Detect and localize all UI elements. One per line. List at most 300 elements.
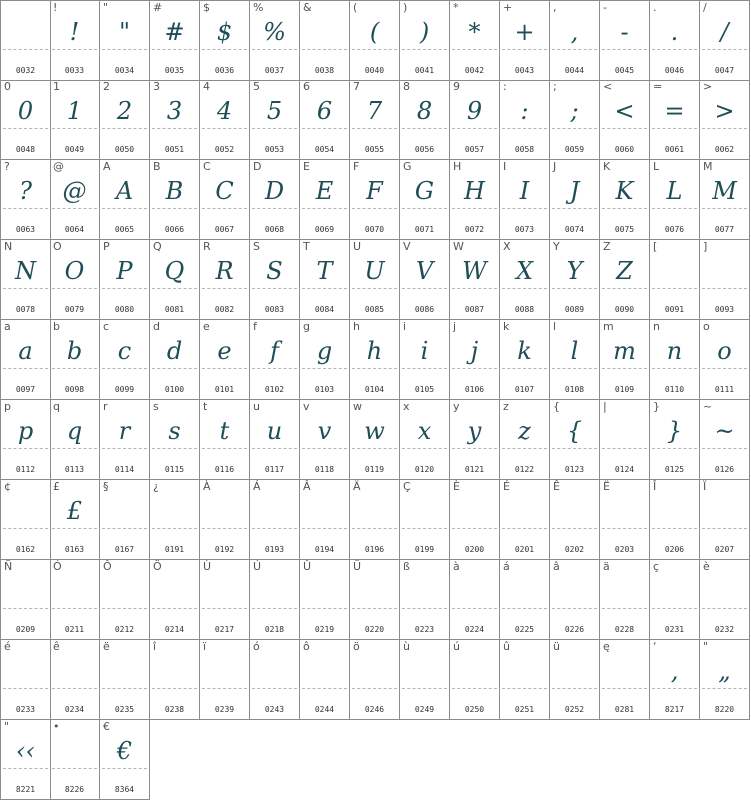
baseline-divider xyxy=(552,688,597,689)
glyph-cell xyxy=(550,480,600,560)
char-code: 0124 xyxy=(614,465,635,474)
glyph-cell xyxy=(0,720,51,800)
baseline-divider xyxy=(152,528,197,529)
char-label: ] xyxy=(703,240,708,253)
glyph-sample: P xyxy=(116,257,133,285)
baseline-divider xyxy=(502,368,547,369)
glyph-sample: S xyxy=(266,257,283,285)
char-label: & xyxy=(303,1,312,14)
char-code: 0048 xyxy=(15,145,36,154)
glyph-sample: G xyxy=(414,177,435,205)
char-label: q xyxy=(53,400,60,413)
baseline-divider xyxy=(652,128,697,129)
glyph-sample: M xyxy=(712,177,737,205)
baseline-divider xyxy=(552,608,597,609)
glyph-cell xyxy=(200,80,250,160)
char-code: 0069 xyxy=(314,225,335,234)
char-code: 0078 xyxy=(15,305,36,314)
char-label: T xyxy=(303,240,310,253)
glyph-cell xyxy=(700,320,750,400)
char-label: 6 xyxy=(303,80,310,93)
glyph-sample: A xyxy=(115,177,134,205)
glyph-sample: q xyxy=(66,417,83,445)
glyph-sample xyxy=(300,574,349,608)
char-code: 0100 xyxy=(164,385,185,394)
glyph-cell xyxy=(250,0,300,81)
glyph-cell xyxy=(500,480,550,560)
char-code: 0045 xyxy=(614,66,635,75)
char-code: 0123 xyxy=(564,465,585,474)
glyph-cell xyxy=(700,240,750,320)
baseline-divider xyxy=(102,608,147,609)
glyph-sample xyxy=(450,654,499,688)
glyph-sample: e xyxy=(217,337,232,365)
baseline-divider xyxy=(3,768,48,769)
char-code: 0065 xyxy=(114,225,135,234)
glyph-sample xyxy=(550,494,599,528)
baseline-divider xyxy=(52,688,97,689)
glyph-cell xyxy=(300,400,350,480)
glyph-cell xyxy=(300,0,350,81)
glyph-cell xyxy=(200,640,250,720)
char-code: 0225 xyxy=(514,625,535,634)
char-label: ‘ xyxy=(653,640,657,653)
glyph-sample: y xyxy=(467,417,482,445)
char-label: i xyxy=(403,320,407,333)
char-code: 0042 xyxy=(464,66,485,75)
baseline-divider xyxy=(652,368,697,369)
char-code: 0239 xyxy=(214,705,235,714)
glyph-cell xyxy=(500,0,550,81)
char-label: v xyxy=(303,400,310,413)
char-code: 0055 xyxy=(364,145,385,154)
char-label: È xyxy=(453,480,460,493)
glyph-sample: 5 xyxy=(266,97,283,125)
baseline-divider xyxy=(602,208,647,209)
glyph-cell xyxy=(450,480,500,560)
glyph-sample: n xyxy=(666,337,683,365)
baseline-divider xyxy=(52,448,97,449)
glyph-sample xyxy=(50,574,99,608)
char-label: 7 xyxy=(353,80,360,93)
char-code: 0058 xyxy=(514,145,535,154)
glyph-cell xyxy=(400,480,450,560)
baseline-divider xyxy=(552,49,597,50)
glyph-sample xyxy=(600,494,649,528)
glyph-sample: i xyxy=(420,337,429,365)
char-label: U xyxy=(353,240,362,253)
glyph-cell xyxy=(150,400,200,480)
glyph-sample: 8 xyxy=(416,97,433,125)
char-label: p xyxy=(4,400,11,413)
glyph-cell xyxy=(50,320,100,400)
char-code: 0191 xyxy=(164,545,185,554)
glyph-sample: L xyxy=(666,177,683,205)
char-label: c xyxy=(103,320,110,333)
char-code: 0111 xyxy=(714,385,735,394)
glyph-cell xyxy=(100,0,150,81)
glyph-cell xyxy=(600,240,650,320)
glyph-sample xyxy=(150,654,199,688)
glyph-cell xyxy=(550,320,600,400)
glyph-sample: # xyxy=(164,18,185,46)
baseline-divider xyxy=(602,368,647,369)
char-label: 2 xyxy=(103,80,110,93)
baseline-divider xyxy=(502,688,547,689)
glyph-cell xyxy=(550,400,600,480)
baseline-divider xyxy=(452,448,497,449)
char-label: Á xyxy=(253,480,261,493)
baseline-divider xyxy=(252,288,297,289)
char-label: Ö xyxy=(153,560,162,573)
baseline-divider xyxy=(352,448,397,449)
baseline-divider xyxy=(602,688,647,689)
glyph-sample xyxy=(400,574,449,608)
char-code: 0071 xyxy=(414,225,435,234)
glyph-sample xyxy=(250,494,299,528)
char-code: 0035 xyxy=(164,66,185,75)
baseline-divider xyxy=(452,608,497,609)
glyph-cell xyxy=(600,0,650,81)
char-label: Ä xyxy=(353,480,361,493)
baseline-divider xyxy=(152,448,197,449)
char-code: 0211 xyxy=(64,625,85,634)
glyph-cell xyxy=(150,560,200,640)
char-label: ) xyxy=(403,1,408,14)
glyph-cell xyxy=(50,720,100,800)
char-label: h xyxy=(353,320,360,333)
glyph-cell xyxy=(700,80,750,160)
char-label: € xyxy=(103,720,110,733)
glyph-sample: X xyxy=(515,257,534,285)
char-code: 0117 xyxy=(264,465,285,474)
baseline-divider xyxy=(502,528,547,529)
glyph-sample: T xyxy=(316,257,333,285)
char-code: 0104 xyxy=(364,385,385,394)
glyph-sample xyxy=(700,574,749,608)
glyph-cell xyxy=(550,560,600,640)
glyph-cell xyxy=(150,320,200,400)
glyph-sample: £ xyxy=(66,497,83,525)
baseline-divider xyxy=(202,448,247,449)
char-code: 0218 xyxy=(264,625,285,634)
glyph-cell xyxy=(300,640,350,720)
glyph-sample: 9 xyxy=(466,97,483,125)
char-label: ô xyxy=(303,640,310,653)
glyph-cell xyxy=(350,160,400,240)
glyph-sample xyxy=(650,574,699,608)
glyph-sample: * xyxy=(468,18,481,46)
char-label: ï xyxy=(203,640,207,653)
char-label: s xyxy=(153,400,159,413)
baseline-divider xyxy=(602,288,647,289)
char-label: n xyxy=(653,320,660,333)
glyph-cell xyxy=(50,160,100,240)
glyph-cell xyxy=(100,320,150,400)
glyph-cell xyxy=(650,400,700,480)
glyph-cell xyxy=(250,80,300,160)
glyph-sample: > xyxy=(714,97,735,125)
baseline-divider xyxy=(702,49,747,50)
char-code: 0224 xyxy=(464,625,485,634)
baseline-divider xyxy=(352,688,397,689)
glyph-cell xyxy=(650,80,700,160)
char-code: 0281 xyxy=(614,705,635,714)
glyph-cell xyxy=(700,0,750,81)
glyph-sample: ‹‹ xyxy=(15,737,36,765)
char-code: 0194 xyxy=(314,545,335,554)
glyph-sample: V xyxy=(415,257,434,285)
glyph-sample: W xyxy=(462,257,487,285)
glyph-cell xyxy=(400,640,450,720)
glyph-sample: u xyxy=(266,417,283,445)
glyph-cell xyxy=(550,160,600,240)
glyph-cell xyxy=(300,240,350,320)
glyph-sample xyxy=(50,734,99,768)
glyph-cell xyxy=(700,560,750,640)
char-label: û xyxy=(503,640,510,653)
glyph-sample: g xyxy=(316,337,333,365)
baseline-divider xyxy=(3,128,48,129)
glyph-cell xyxy=(550,640,600,720)
baseline-divider xyxy=(302,49,347,50)
char-label: ê xyxy=(53,640,60,653)
char-code: 0050 xyxy=(114,145,135,154)
glyph-cell xyxy=(350,480,400,560)
char-code: 0163 xyxy=(64,545,85,554)
baseline-divider xyxy=(652,448,697,449)
char-label: b xyxy=(53,320,60,333)
baseline-divider xyxy=(52,208,97,209)
char-label: | xyxy=(603,400,607,413)
char-code: 0251 xyxy=(514,705,535,714)
char-label: t xyxy=(203,400,208,413)
glyph-sample: " xyxy=(118,18,131,46)
baseline-divider xyxy=(352,368,397,369)
glyph-sample xyxy=(350,494,399,528)
baseline-divider xyxy=(302,448,347,449)
baseline-divider xyxy=(502,49,547,50)
char-label: , xyxy=(553,1,557,14)
glyph-cell xyxy=(0,160,51,240)
char-code: 0235 xyxy=(114,705,135,714)
char-code: 0098 xyxy=(64,385,85,394)
glyph-sample: j xyxy=(470,337,479,365)
char-code: 0063 xyxy=(15,225,36,234)
char-code: 0068 xyxy=(264,225,285,234)
glyph-cell xyxy=(350,320,400,400)
char-code: 0072 xyxy=(464,225,485,234)
baseline-divider xyxy=(402,448,447,449)
glyph-cell xyxy=(400,0,450,81)
glyph-cell xyxy=(150,160,200,240)
char-code: 0097 xyxy=(15,385,36,394)
char-label: V xyxy=(403,240,411,253)
char-code: 0079 xyxy=(64,305,85,314)
char-code: 0109 xyxy=(614,385,635,394)
glyph-sample xyxy=(500,574,549,608)
glyph-sample: d xyxy=(166,337,183,365)
glyph-cell xyxy=(650,640,700,720)
char-code: 0115 xyxy=(164,465,185,474)
glyph-cell xyxy=(0,80,51,160)
baseline-divider xyxy=(452,368,497,369)
char-label: K xyxy=(603,160,611,173)
glyph-sample: 7 xyxy=(366,97,383,125)
glyph-sample xyxy=(500,494,549,528)
glyph-sample: 4 xyxy=(216,97,233,125)
char-code: 0202 xyxy=(564,545,585,554)
baseline-divider xyxy=(3,288,48,289)
glyph-cell xyxy=(550,240,600,320)
glyph-sample: D xyxy=(264,177,285,205)
char-label: g xyxy=(303,320,310,333)
char-code: 0119 xyxy=(364,465,385,474)
glyph-sample: 6 xyxy=(316,97,333,125)
char-label: 4 xyxy=(203,80,210,93)
glyph-cell xyxy=(450,240,500,320)
glyph-cell xyxy=(500,640,550,720)
char-label: Ù xyxy=(203,560,212,573)
char-label: î xyxy=(153,640,157,653)
glyph-sample xyxy=(1,15,50,49)
glyph-sample xyxy=(700,254,749,288)
baseline-divider xyxy=(352,608,397,609)
glyph-sample xyxy=(200,654,249,688)
char-code: 0238 xyxy=(164,705,185,714)
char-code: 0105 xyxy=(414,385,435,394)
glyph-sample: z xyxy=(518,417,531,445)
glyph-cell xyxy=(650,0,700,81)
char-label: . xyxy=(653,1,657,14)
baseline-divider xyxy=(702,288,747,289)
baseline-divider xyxy=(52,368,97,369)
glyph-cell xyxy=(600,480,650,560)
glyph-sample: } xyxy=(666,417,683,445)
glyph-sample: ‚ xyxy=(670,657,679,685)
char-code: 0061 xyxy=(664,145,685,154)
glyph-sample: U xyxy=(364,257,385,285)
char-label: • xyxy=(53,720,60,733)
char-label: Ú xyxy=(253,560,262,573)
glyph-cell xyxy=(100,400,150,480)
baseline-divider xyxy=(402,128,447,129)
char-label: Z xyxy=(603,240,611,253)
char-code: 0076 xyxy=(664,225,685,234)
baseline-divider xyxy=(352,128,397,129)
char-label: / xyxy=(703,1,707,14)
char-code: 0234 xyxy=(64,705,85,714)
glyph-cell xyxy=(200,320,250,400)
char-label: ú xyxy=(453,640,460,653)
char-code: 0036 xyxy=(214,66,235,75)
char-code: 0200 xyxy=(464,545,485,554)
glyph-sample xyxy=(600,414,649,448)
glyph-cell xyxy=(350,80,400,160)
char-label: ß xyxy=(403,560,410,573)
baseline-divider xyxy=(552,288,597,289)
glyph-sample: r xyxy=(118,417,131,445)
char-label: O xyxy=(53,240,62,253)
glyph-cell xyxy=(500,80,550,160)
char-code: 0067 xyxy=(214,225,235,234)
glyph-cell xyxy=(450,0,500,81)
baseline-divider xyxy=(3,608,48,609)
glyph-sample: = xyxy=(664,97,685,125)
baseline-divider xyxy=(102,128,147,129)
char-code: 0126 xyxy=(714,465,735,474)
glyph-sample xyxy=(650,254,699,288)
char-label: B xyxy=(153,160,161,173)
char-code: 0206 xyxy=(664,545,685,554)
glyph-sample: 1 xyxy=(66,97,83,125)
char-code: 0103 xyxy=(314,385,335,394)
baseline-divider xyxy=(702,528,747,529)
baseline-divider xyxy=(502,208,547,209)
char-code: 0046 xyxy=(664,66,685,75)
baseline-divider xyxy=(152,368,197,369)
glyph-sample: E xyxy=(315,177,334,205)
glyph-sample: < xyxy=(614,97,635,125)
char-code: 0108 xyxy=(564,385,585,394)
baseline-divider xyxy=(102,768,147,769)
glyph-cell xyxy=(600,400,650,480)
glyph-cell xyxy=(400,320,450,400)
char-code: 0080 xyxy=(114,305,135,314)
glyph-cell xyxy=(500,240,550,320)
baseline-divider xyxy=(502,448,547,449)
baseline-divider xyxy=(252,128,297,129)
char-label: x xyxy=(403,400,410,413)
char-label: I xyxy=(503,160,507,173)
glyph-sample: k xyxy=(517,337,532,365)
glyph-sample: „ xyxy=(718,657,731,685)
char-code: 0073 xyxy=(514,225,535,234)
baseline-divider xyxy=(552,368,597,369)
baseline-divider xyxy=(702,128,747,129)
baseline-divider xyxy=(252,528,297,529)
char-label: è xyxy=(703,560,710,573)
glyph-sample xyxy=(300,654,349,688)
glyph-sample: 2 xyxy=(116,97,133,125)
char-code: 0196 xyxy=(364,545,385,554)
char-code: 0033 xyxy=(64,66,85,75)
char-code: 0220 xyxy=(364,625,385,634)
glyph-cell xyxy=(200,240,250,320)
glyph-cell xyxy=(500,400,550,480)
glyph-sample xyxy=(600,654,649,688)
glyph-sample xyxy=(200,574,249,608)
baseline-divider xyxy=(602,128,647,129)
baseline-divider xyxy=(352,49,397,50)
char-code: 0226 xyxy=(564,625,585,634)
char-code: 0086 xyxy=(414,305,435,314)
glyph-sample xyxy=(600,574,649,608)
baseline-divider xyxy=(452,208,497,209)
baseline-divider xyxy=(52,128,97,129)
char-code: 0088 xyxy=(514,305,535,314)
char-label: w xyxy=(353,400,362,413)
char-code: 0193 xyxy=(264,545,285,554)
glyph-cell xyxy=(600,320,650,400)
char-code: 0112 xyxy=(15,465,36,474)
char-label: z xyxy=(503,400,509,413)
baseline-divider xyxy=(202,688,247,689)
char-code: 0081 xyxy=(164,305,185,314)
glyph-cell xyxy=(100,160,150,240)
char-label: É xyxy=(503,480,510,493)
char-code: 0201 xyxy=(514,545,535,554)
